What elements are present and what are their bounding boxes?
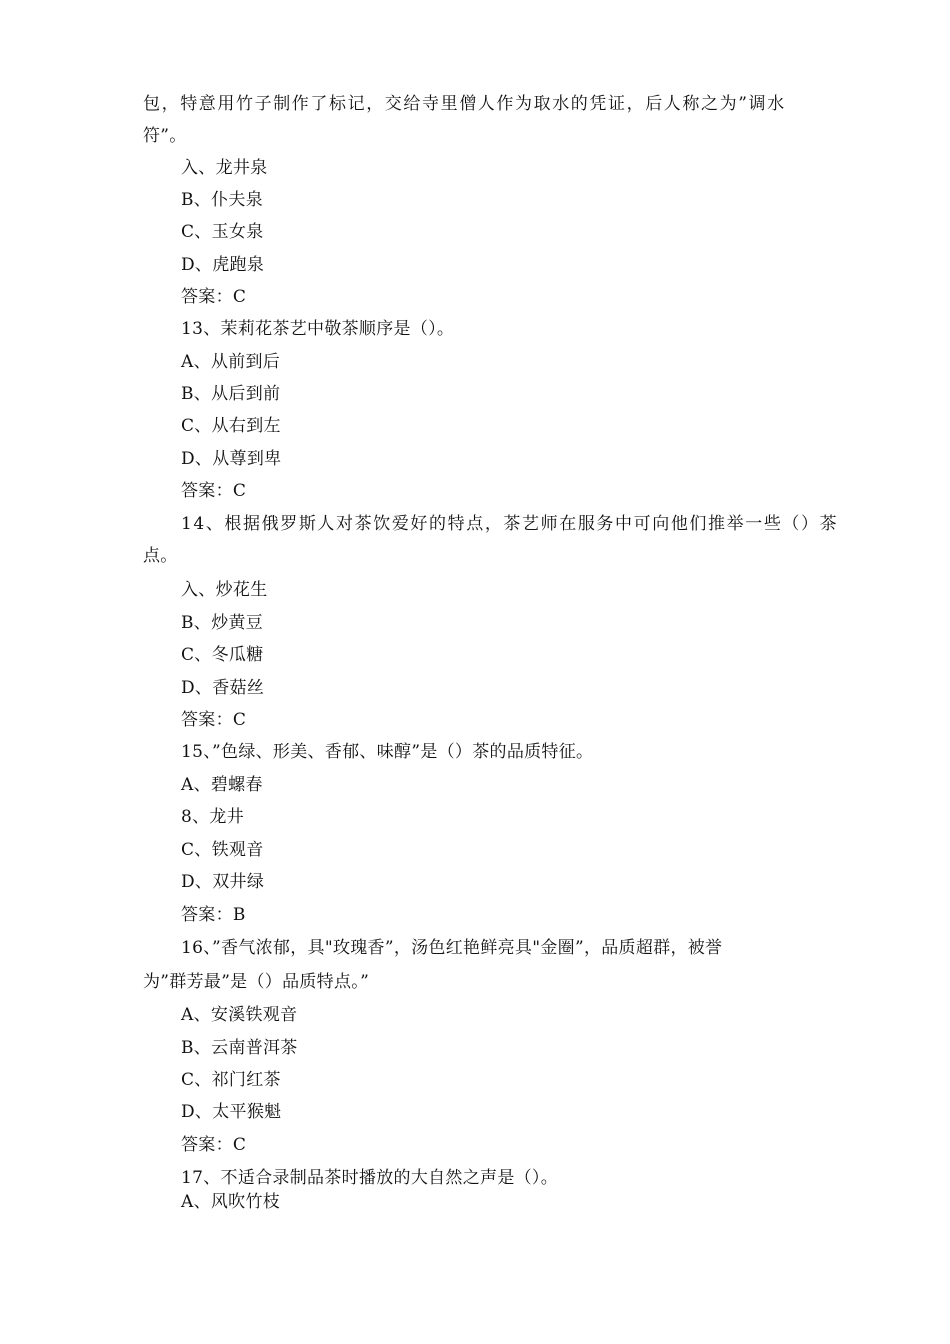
q15-option-a: A、碧螺春 xyxy=(181,775,263,795)
q12-option-c: C、玉女泉 xyxy=(181,222,264,242)
q15-answer: 答案：B xyxy=(181,905,246,925)
q12-text-line-1: 包，特意用竹子制作了标记，交给寺里僧人作为取水的凭证，后人称之为”调水 xyxy=(143,94,786,114)
q14-option-d: D、香菇丝 xyxy=(181,678,265,698)
q16-question-line-2: 为”群芳最”是（）品质特点。” xyxy=(143,972,370,992)
q15-option-d: D、双井绿 xyxy=(181,872,265,892)
q16-question-line-1: 16、”香气浓郁，具"玫瑰香”，汤色红艳鲜亮具"金圈”，品质超群，被誉 xyxy=(181,938,723,958)
q13-question: 13、茉莉花茶艺中敬茶顺序是（）。 xyxy=(181,319,455,339)
q13-answer: 答案：C xyxy=(181,481,247,501)
q13-option-a: A、从前到后 xyxy=(181,352,281,372)
q14-question-line-1: 14、根据俄罗斯人对茶饮爱好的特点，茶艺师在服务中可向他们推举一些（）茶 xyxy=(181,514,839,534)
q12-option-d: D、虎跑泉 xyxy=(181,255,265,275)
q12-answer: 答案：C xyxy=(181,287,247,307)
q14-option-b: B、炒黄豆 xyxy=(181,613,263,633)
q16-option-d: D、太平猴魁 xyxy=(181,1102,282,1122)
q12-option-a: 入、龙井泉 xyxy=(181,158,268,178)
q13-option-b: B、从后到前 xyxy=(181,384,281,404)
q13-option-d: D、从尊到卑 xyxy=(181,449,282,469)
q14-question-line-2: 点。 xyxy=(143,546,178,566)
q17-option-a: A、风吹竹枝 xyxy=(181,1192,281,1212)
q16-answer: 答案：C xyxy=(181,1135,247,1155)
q16-option-b: B、云南普洱茶 xyxy=(181,1038,298,1058)
q14-option-c: C、冬瓜糖 xyxy=(181,645,264,665)
q15-option-c: C、铁观音 xyxy=(181,840,264,860)
q15-question: 15、”色绿、形美、香郁、味醇”是（）茶的品质特征。 xyxy=(181,742,594,762)
q14-option-a: 入、炒花生 xyxy=(181,580,268,600)
q12-option-b: B、仆夫泉 xyxy=(181,190,263,210)
q14-answer: 答案：C xyxy=(181,710,247,730)
q16-option-a: A、安溪铁观音 xyxy=(181,1005,298,1025)
q13-option-c: C、从右到左 xyxy=(181,416,281,436)
q15-option-b: 8、龙井 xyxy=(181,807,245,827)
q16-option-c: C、祁门红茶 xyxy=(181,1070,281,1090)
q17-question: 17、不适合录制品茶时播放的大自然之声是（）。 xyxy=(181,1168,559,1188)
q12-text-line-2: 符”。 xyxy=(143,126,187,146)
